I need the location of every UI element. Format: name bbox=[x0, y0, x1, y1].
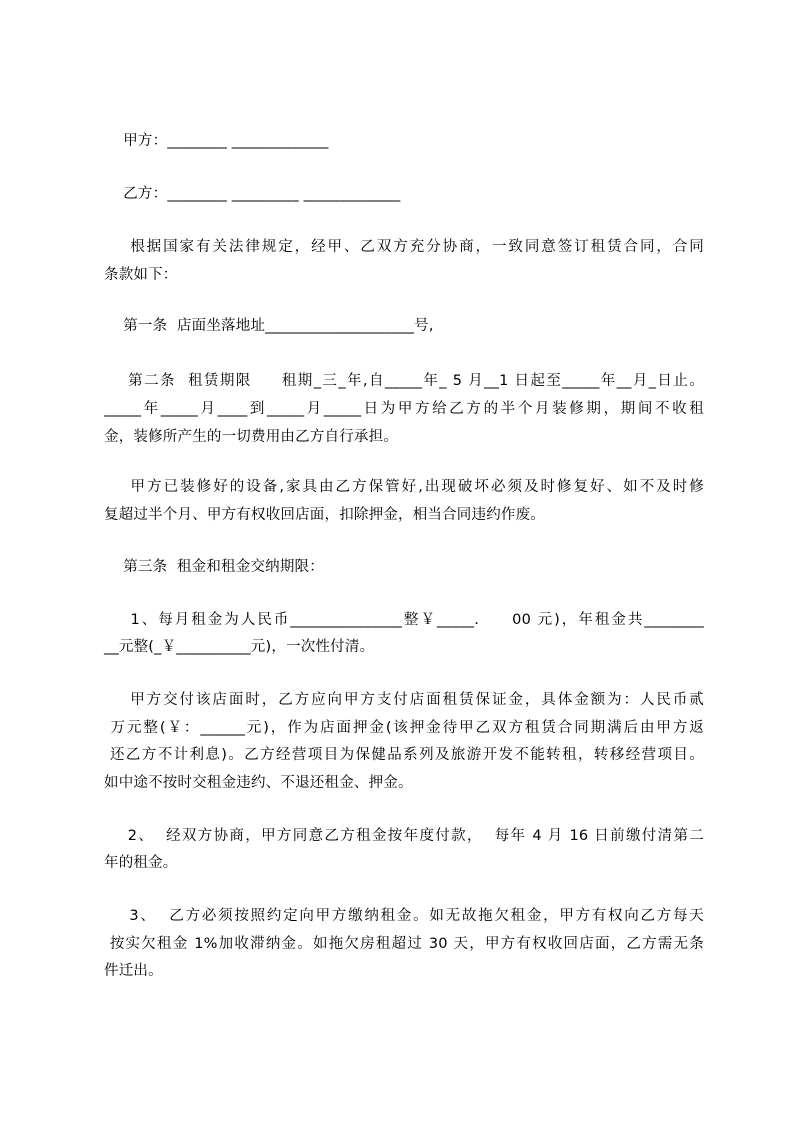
paragraph-line: 甲方交付该店面时，乙方应向甲方支付店面租赁保证金，具体金额为：人民币贰 bbox=[104, 692, 704, 708]
party-a-line: 甲方：________ _____________ bbox=[104, 133, 329, 149]
article-3-heading: 第三条 租金和租金交纳期限： bbox=[104, 559, 324, 575]
paragraph-line: 1、每月租金为人民币_______________整￥_____. 00 元)，年租金共________ bbox=[104, 612, 704, 628]
paragraph-line: 根据国家有关法律规定，经甲、乙双方充分协商，一致同意签订租赁合同，合同 bbox=[104, 239, 704, 255]
paragraph-line: 复超过半个月、甲方有权收回店面，扣除押金，相当合同违约作废。 bbox=[104, 507, 545, 523]
paragraph-line: 还乙方不计利息)。乙方经营项目为保健品系列及旅游开发不能转租，转移经营项目。 bbox=[104, 747, 704, 763]
paragraph-line: __元整(_￥__________元)，一次性付清。 bbox=[104, 639, 375, 655]
paragraph-line: 条款如下： bbox=[104, 267, 178, 283]
paragraph-line: _____年_____月____到_____月_____日为甲方给乙方的半个月装修期，期间不收租 bbox=[104, 401, 704, 417]
paragraph-line: 甲方已装修好的设备,家具由乙方保管好,出现破坏必须及时修复好、如不及时修 bbox=[104, 479, 704, 495]
paragraph-line: 3、 乙方必须按照约定向甲方缴纳租金。如无故拖欠租金，甲方有权向乙方每天 bbox=[104, 908, 704, 924]
paragraph-line: 如中途不按时交租金违约、不退还租金、押金。 bbox=[104, 775, 413, 791]
paragraph-line: 2、 经双方协商，甲方同意乙方租金按年度付款， 每年 4 月 16 日前缴付清第二 bbox=[104, 828, 704, 844]
paragraph-line: 第二条 租赁期限 租期_三_年,自_____年_ 5 月__1 日起至_____年__月_日止。 bbox=[104, 373, 704, 389]
article-1-heading: 第一条 店面坐落地址____________________号, bbox=[104, 318, 434, 334]
party-b-line: 乙方：________ _________ _____________ bbox=[104, 186, 401, 202]
paragraph-line: 按实欠租金 1%加收滞纳金。如拖欠房租超过 30 天，甲方有权收回店面，乙方需无条 bbox=[104, 936, 704, 952]
paragraph-line: 金，装修所产生的一切费用由乙方自行承担。 bbox=[104, 429, 398, 445]
paragraph-line: 万元整(￥：______元)，作为店面押金(该押金待甲乙双方租赁合同期满后由甲方返 bbox=[104, 720, 704, 736]
paragraph-line: 年的租金。 bbox=[104, 855, 178, 871]
paragraph-line: 件迁出。 bbox=[104, 963, 163, 979]
